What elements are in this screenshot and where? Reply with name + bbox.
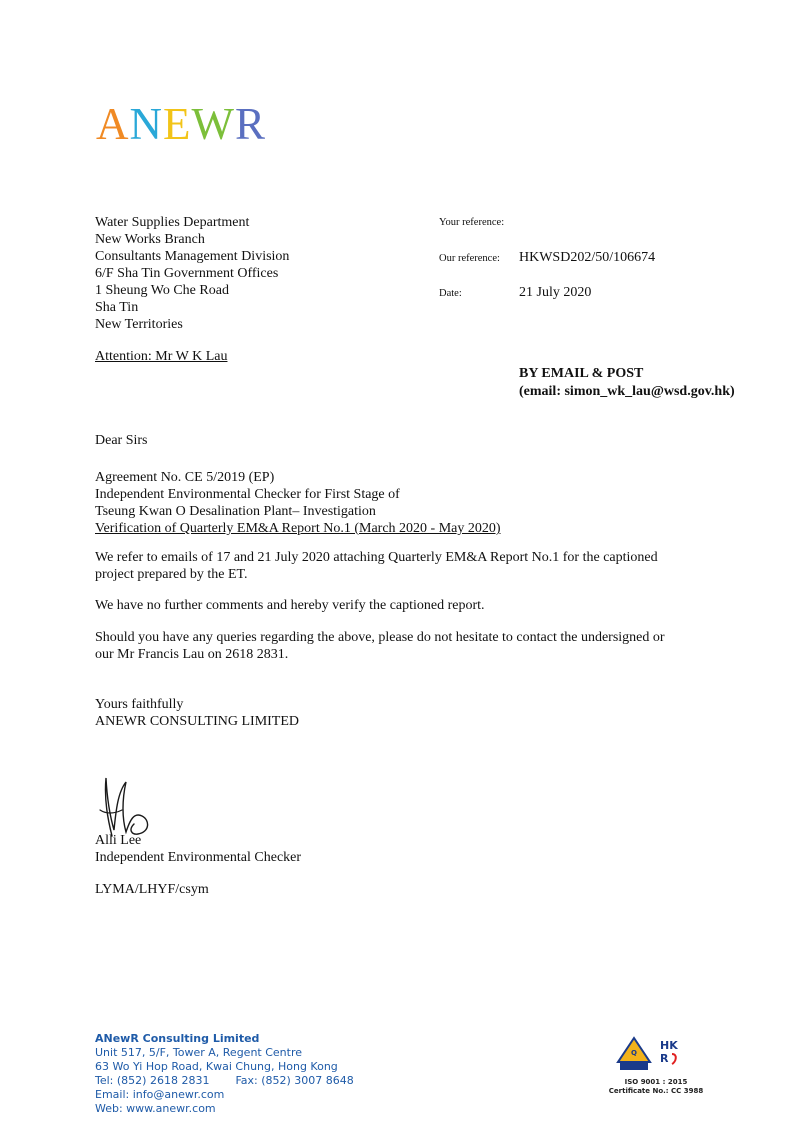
footer-contact [95,1032,354,1116]
signatory-name: Alli Lee [95,833,142,848]
address-line: Consultants Management Division [95,249,290,264]
your-reference-row [439,214,519,230]
address-line: New Territories [95,317,183,332]
footer-address-line: 63 Wo Yi Hop Road, Kwai Chung, Hong Kong [95,1060,338,1073]
our-reference-row [439,250,655,266]
address-line: New Works Branch [95,232,205,247]
footer-tel: Tel: (852) 2618 2831 [95,1074,210,1087]
attention-line: Attention: Mr W K Lau [95,349,228,364]
subject-title: Verification of Quarterly EM&A Report No.1 (March 2020 - May 2020) [95,521,501,536]
svg-text:R: R [660,1052,669,1065]
certification-text [606,1078,706,1096]
logo-letter-r: R [234,99,266,149]
logo-letter-e: E [163,99,192,149]
footer-phone-row [95,1074,354,1088]
our-reference-value: HKWSD202/50/106674 [519,250,656,265]
svg-text:HK: HK [660,1039,678,1052]
paragraph-1 [95,549,735,583]
delivery-method-label: BY EMAIL & POST [519,366,644,381]
logo-letter-n: N [129,99,163,149]
address-line: Water Supplies Department [95,215,250,230]
svg-text:Q: Q [631,1049,637,1057]
iso-label: ISO 9001 : 2015 [624,1078,688,1086]
salutation: Dear Sirs [95,433,148,448]
paragraph-line: project prepared by the ET. [95,567,248,582]
logo-letter-a: A [96,99,130,149]
hkqaa-icon [618,1038,650,1070]
handwritten-signature [92,770,162,840]
signatory-title: Independent Environmental Checker [95,850,302,865]
logo-letter-w: W [191,99,235,149]
footer-address-line: Unit 517, 5/F, Tower A, Regent Centre [95,1046,303,1059]
recipient-address [95,214,289,333]
paragraph-3 [95,629,735,663]
subject-line: Tseung Kwan O Desalination Plant– Investigation [95,504,376,519]
our-reference-label: Our reference: [439,253,500,264]
subject-line: Independent Environmental Checker for First Stage of [95,487,400,502]
address-line: Sha Tin [95,300,139,315]
subject-line: Agreement No. CE 5/2019 (EP) [95,470,275,485]
date-row [439,285,591,301]
company-name: ANEWR CONSULTING LIMITED [95,714,300,729]
footer-company: ANewR Consulting Limited [95,1032,260,1045]
anewr-logo [96,99,266,149]
address-line: 6/F Sha Tin Government Offices [95,266,279,281]
certificate-number: Certificate No.: CC 3988 [608,1087,704,1095]
footer-fax: Fax: (852) 3007 8648 [235,1074,354,1087]
footer-web: Web: www.anewr.com [95,1102,216,1115]
date-value: 21 July 2020 [519,285,592,300]
hkas-icon [658,1038,682,1068]
closing-block [95,696,735,730]
footer-email: Email: info@anewr.com [95,1088,225,1101]
subject-block [95,469,735,537]
delivery-method [519,365,735,401]
date-label: Date: [439,288,462,299]
signatory-block [95,832,735,866]
paragraph-line: We refer to emails of 17 and 21 July 2020 attaching Quarterly EM&A Report No.1 for the captioned [95,550,658,565]
your-reference-label: Your reference: [439,217,505,228]
address-line: 1 Sheung Wo Che Road [95,283,229,298]
paragraph-2: We have no further comments and hereby verify the captioned report. [95,598,485,613]
reference-initials: LYMA/LHYF/csym [95,882,209,897]
closing: Yours faithfully [95,697,184,712]
delivery-email: (email: simon_wk_lau@wsd.gov.hk) [519,384,735,399]
paragraph-line: Should you have any queries regarding the above, please do not hesitate to contact the undersigned or [95,630,665,645]
paragraph-line: our Mr Francis Lau on 2618 2831. [95,647,289,662]
